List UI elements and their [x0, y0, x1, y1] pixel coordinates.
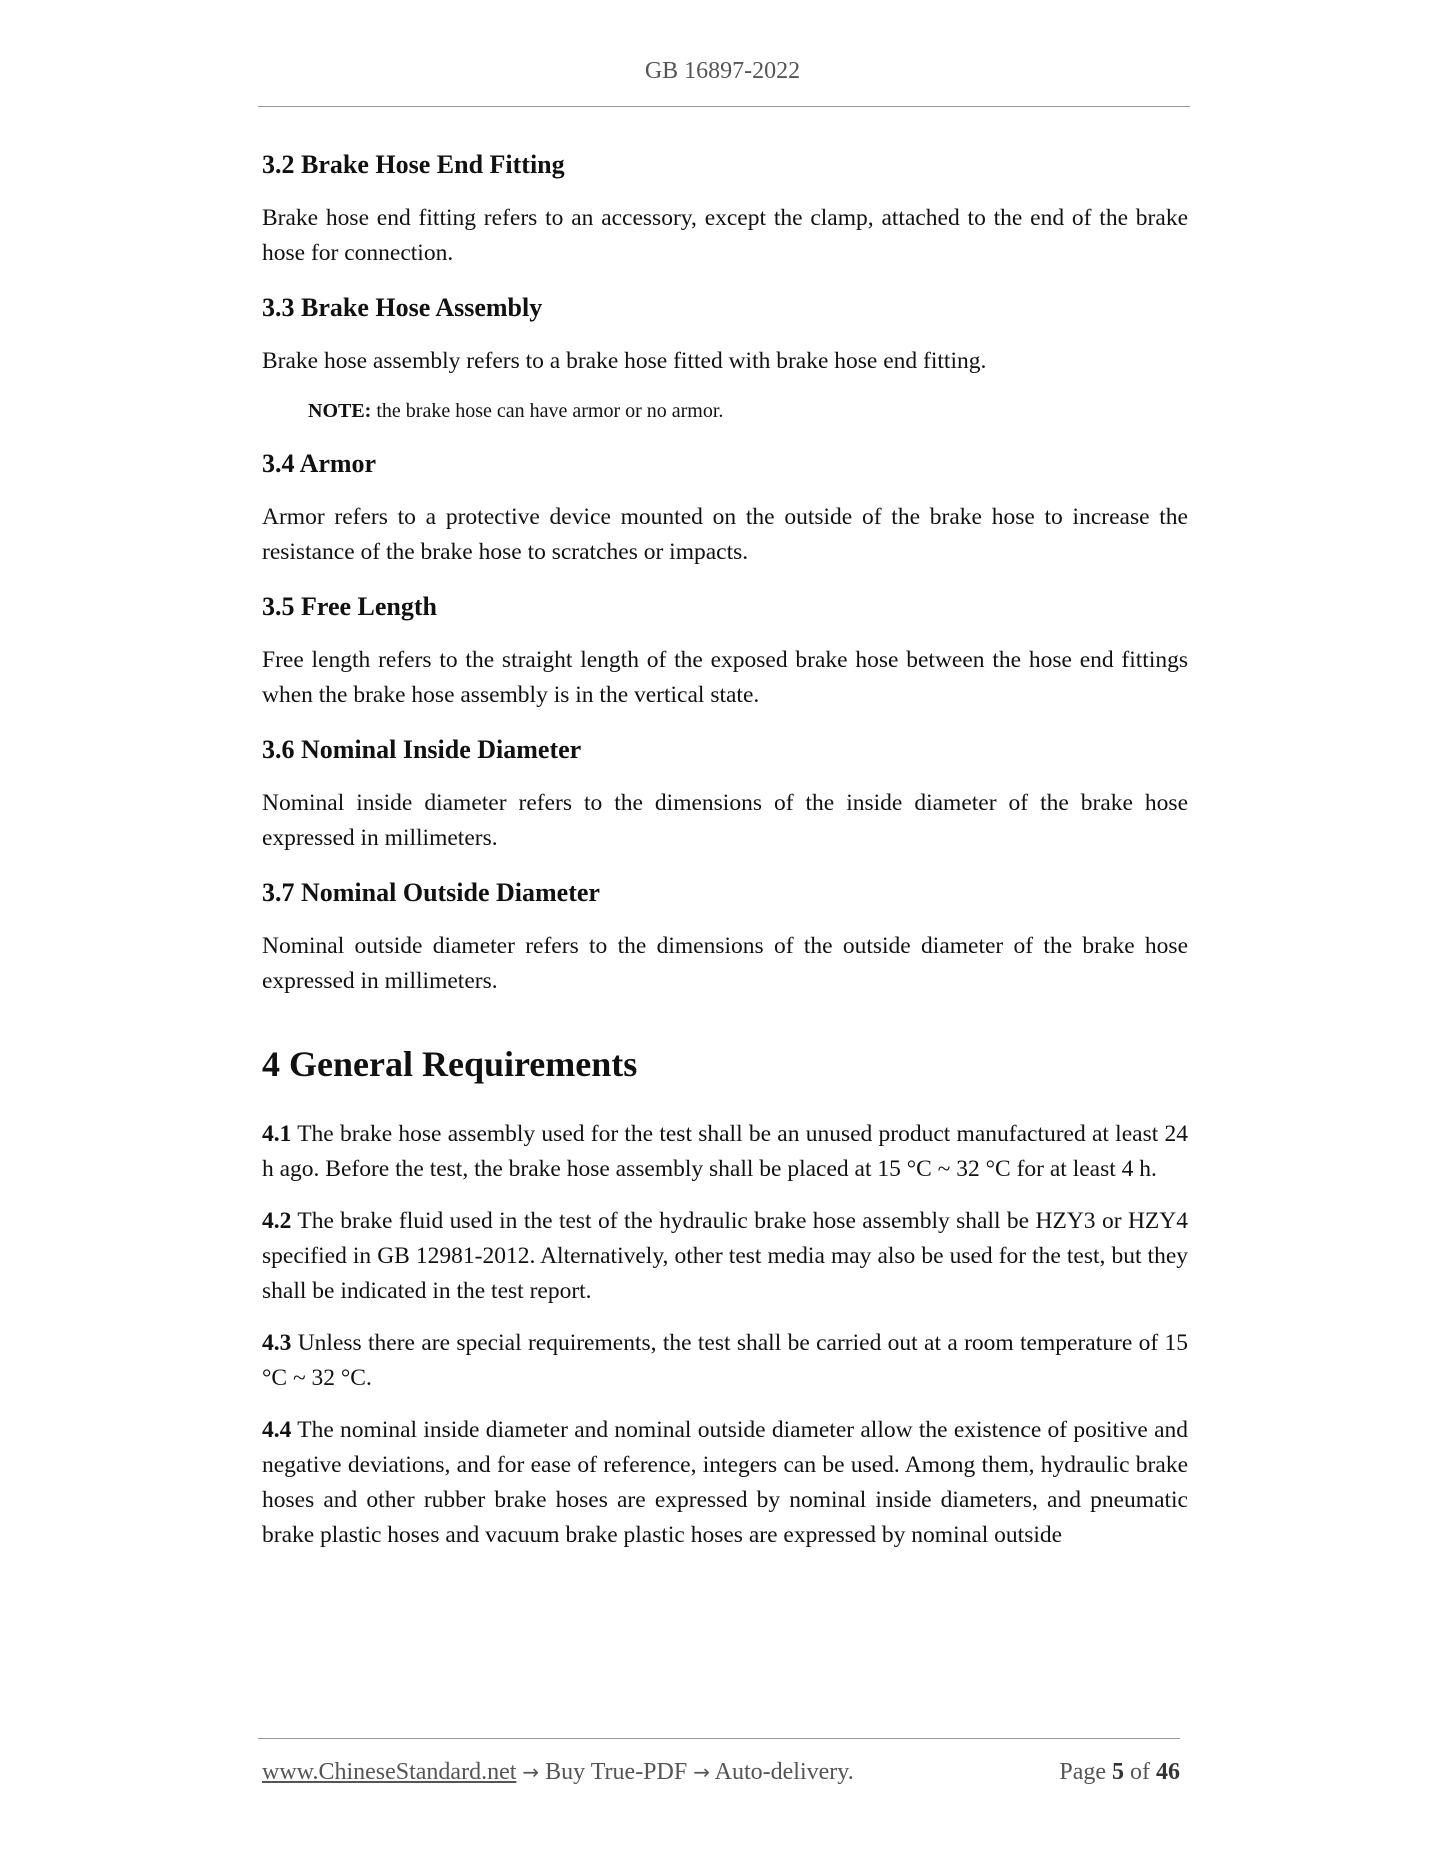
section-heading-3-3: 3.3 Brake Hose Assembly — [262, 293, 543, 322]
requirement-4-1 — [262, 1117, 1188, 1187]
requirement-4-4 — [262, 1413, 1188, 1553]
page-total: 46 — [1156, 1759, 1180, 1785]
footer-promo — [262, 1755, 854, 1789]
requirement-number: 4.3 — [262, 1330, 292, 1356]
requirement-4-2 — [262, 1204, 1188, 1309]
arrow-right-icon: → — [693, 1760, 710, 1784]
requirement-4-3 — [262, 1326, 1188, 1396]
arrow-right-icon: → — [522, 1760, 540, 1784]
note-label: NOTE: — [308, 400, 372, 422]
note-text: the brake hose can have armor or no armor. — [371, 400, 724, 422]
requirement-number: 4.2 — [262, 1208, 292, 1234]
requirement-text: The brake hose assembly used for the test shall be an unused product manufactured at least 24 h ago. Before the test, the brake hose assembly shall be placed at 15 °C ~ 32 °C for at least 4 h. — [262, 1121, 1188, 1182]
requirement-number: 4.1 — [262, 1121, 292, 1147]
footer-divider — [258, 1738, 1180, 1739]
section-heading-3-5: 3.5 Free Length — [262, 592, 437, 621]
auto-delivery-text: Auto-delivery. — [709, 1759, 854, 1785]
page-content — [262, 145, 1188, 1553]
page-number-indicator — [1059, 1755, 1180, 1789]
header-divider — [258, 106, 1190, 107]
section-body-3-2: Brake hose end fitting refers to an accessory, except the clamp, attached to the end of the brake hose for connection. — [262, 205, 1188, 266]
section-body-3-6: Nominal inside diameter refers to the dimensions of the inside diameter of the brake hose expressed in millimeters. — [262, 790, 1188, 851]
page-label: Page — [1059, 1759, 1112, 1785]
requirement-text: Unless there are special requirements, the test shall be carried out at a room temperature of 15 °C ~ 32 °C. — [262, 1330, 1188, 1391]
requirement-number: 4.4 — [262, 1417, 292, 1443]
page-footer — [262, 1755, 1180, 1789]
requirement-text: The brake fluid used in the test of the hydraulic brake hose assembly shall be HZY3 or HZY4 specified in GB 12981-2012. Alternatively, other test media may also be used for the test, but they shall be indicated in the test report. — [262, 1208, 1188, 1304]
section-heading-3-7: 3.7 Nominal Outside Diameter — [262, 878, 600, 907]
section-note-3-3 — [262, 396, 1188, 426]
section-heading-3-2: 3.2 Brake Hose End Fitting — [262, 150, 565, 179]
page-header-title: GB 16897-2022 — [644, 58, 801, 84]
section-heading-3-4: 3.4 Armor — [262, 449, 377, 478]
section-body-3-4: Armor refers to a protective device mounted on the outside of the brake hose to increase the resistance of the brake hose to scratches or impacts. — [262, 504, 1188, 565]
section-body-3-3: Brake hose assembly refers to a brake hose fitted with brake hose end fitting. — [262, 348, 987, 374]
buy-true-pdf-text: Buy True-PDF — [539, 1759, 694, 1785]
requirement-text: The nominal inside diameter and nominal outside diameter allow the existence of positive and negative deviations, and for ease of reference, integers can be used. Among them, hydraulic brake hoses and other rubber brake hoses are expressed by nominal inside diameters, and pneumatic brake plastic hoses and vacuum brake plastic hoses are expressed by nominal outside — [262, 1417, 1188, 1548]
chapter-heading-4: 4 General Requirements — [262, 1044, 638, 1084]
website-link[interactable]: www.ChineseStandard.net — [262, 1759, 517, 1785]
section-heading-3-6: 3.6 Nominal Inside Diameter — [262, 735, 582, 764]
section-body-3-5: Free length refers to the straight length of the exposed brake hose between the hose end fittings when the brake hose assembly is in the vertical state. — [262, 647, 1188, 708]
page-of-label: of — [1124, 1759, 1156, 1785]
page-current: 5 — [1112, 1759, 1124, 1785]
section-body-3-7: Nominal outside diameter refers to the dimensions of the outside diameter of the brake hose expressed in millimeters. — [262, 933, 1188, 994]
